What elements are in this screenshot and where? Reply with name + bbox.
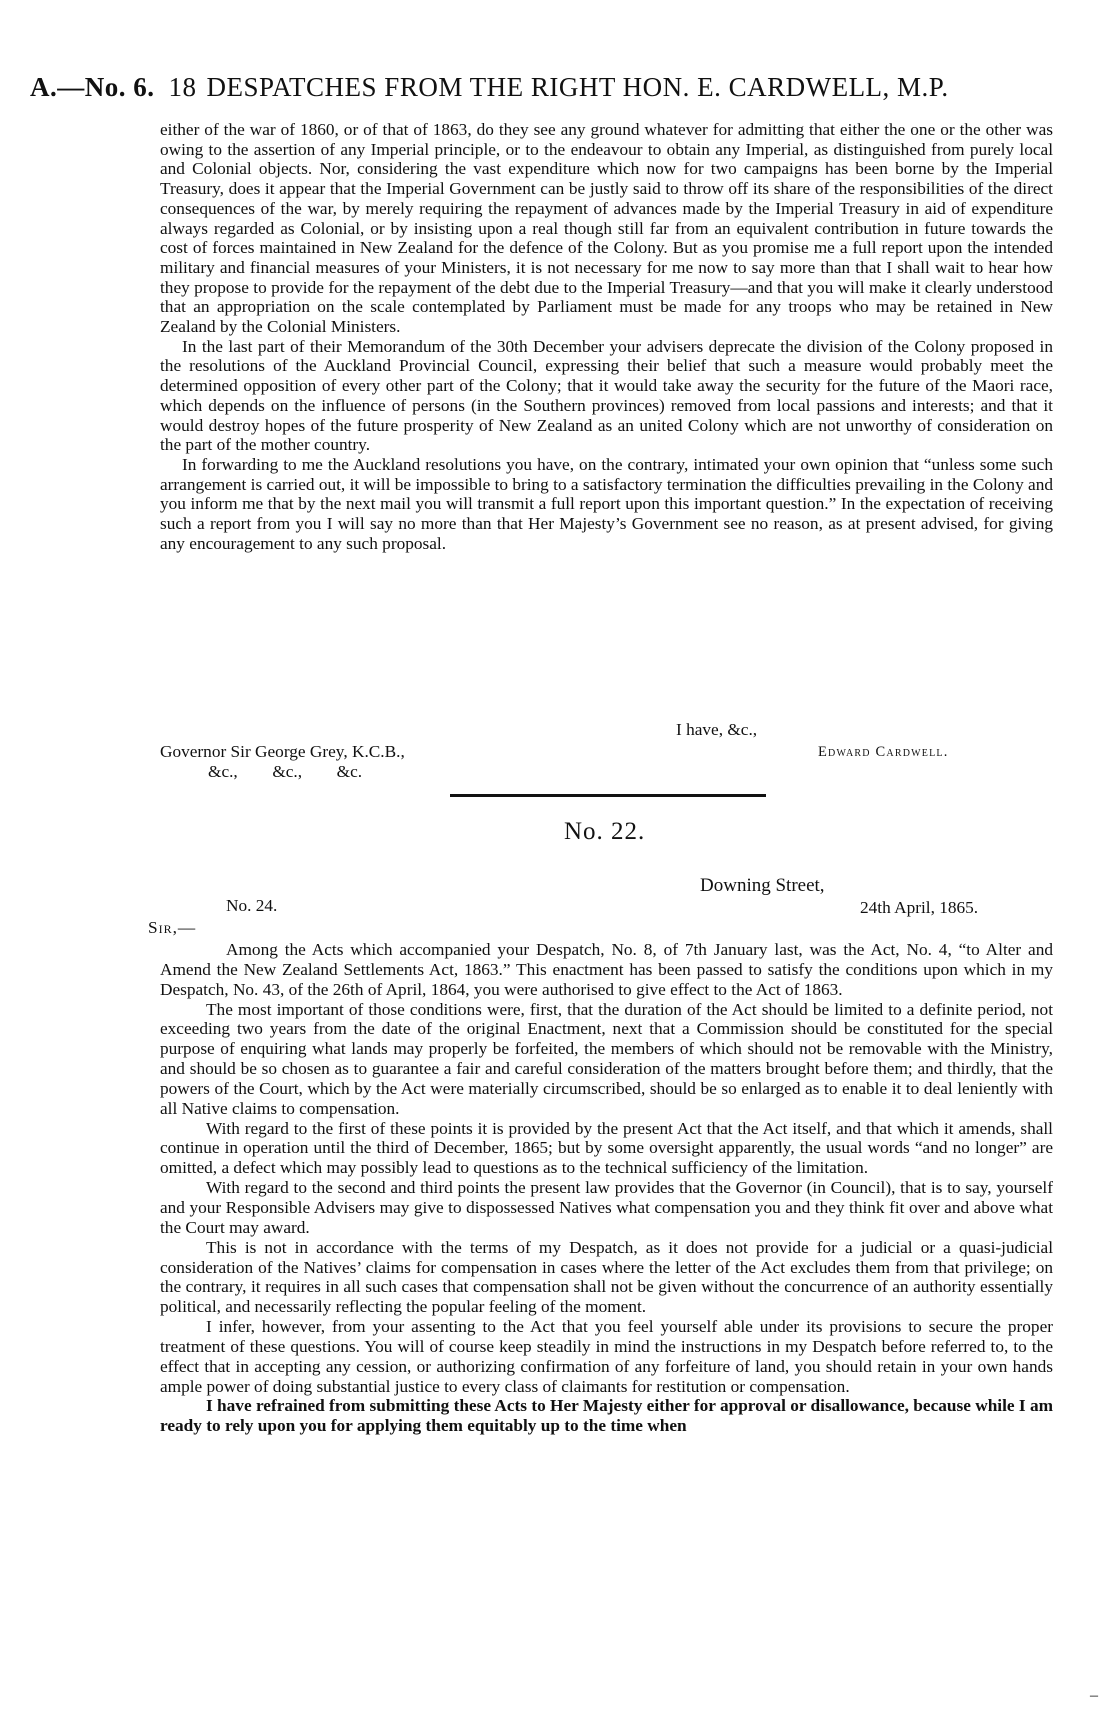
- signature: Edward Cardwell.: [818, 744, 949, 760]
- paragraph: In forwarding to me the Auckland resolutions you have, on the contrary, intimated your own opinion that “unless some such arrangement is carried out, it will be impossible to bring to a satisfactory termination the difficulties prevailing in the Colony and you inform me that by the next mail you will transmit a full report upon this important question.” In the expectation of receiving such a report from you I will say no more than that Her Majesty’s Government see no reason, as at present advised, for giving any encouragement to any such proposal.: [160, 454, 1053, 553]
- addressee-block: [160, 742, 405, 782]
- page-number: 18: [168, 72, 197, 102]
- paragraph: either of the war of 1860, or of that of 1863, do they see any ground whatever for admitting that either the one or the other was owing to the assertion of any Imperial principle, or to the endeavour to obtain any Imperial, as distinguished from purely local and Colonial objects. Nor, considering the vast expenditure which now for two campaigns has been borne by the Imperial Treasury, does it appear that the Imperial Government can be justly said to throw off its share of the responsibilities of the direct consequences of the war, by merely requiring the repayment of advances made by the Imperial Treasury in aid of expenditure always regarded as Colonial, or by insisting upon a real though still far from an equivalent contribution in future towards the cost of forces maintained in New Zealand for the defence of the Colony. But as you promise me a full report upon the intended military and financial measures of your Ministers, it is not necessary for me now to say more than that I shall wait to hear how they propose to provide for the repayment of the debt due to the Imperial Treasury—and that you will make it clearly understood that an appropriation on the scale contemplated by Parliament must be made for any troops who may be retained in New Zealand by the Colonial Ministers.: [160, 120, 1053, 337]
- salutation: Sir,—: [148, 918, 197, 937]
- despatch-21-body: [160, 120, 1053, 553]
- header-title: DESPATCHES FROM THE RIGHT HON. E. CARDWELL, M.P.: [206, 72, 949, 102]
- margin-mark: –: [1090, 1687, 1098, 1704]
- paragraph: This is not in accordance with the terms of my Despatch, as it does not provide for a judicial or a quasi-judicial consideration of the Natives’ claims for compensation in cases where the letter of the Act excludes them from that privilege; on the contrary, it requires in all such cases that compensation shall not be given without the concurrence of an authority essentially political, and necessarily reflecting the popular feeling of the moment.: [160, 1237, 1053, 1317]
- closing-phrase: I have, &c.,: [676, 720, 758, 739]
- paragraph: The most important of those conditions were, first, that the duration of the Act should be limited to a definite period, not exceeding two years from the date of the original Enactment, next that a Commission should be constituted for the special purpose of enquiring what lands may properly be forfeited, the members of which should not be removable with the Ministry, and should be so chosen as to guarantee a fair and careful consideration of the matters brought before them; and thirdly, that the powers of the Court, which by the Act were materially circumscribed, should be so enlarged as to enable it to deal leniently with all Native claims to compensation.: [160, 999, 1053, 1118]
- addressee-name: Governor Sir George Grey, K.C.B.,: [160, 742, 405, 761]
- paragraph: In the last part of their Memorandum of the 30th December your advisers deprecate the division of the Colony proposed in the resolutions of the Auckland Provincial Council, expressing their belief that such a measure would probably meet the determined opposition of every other part of the Colony; that it would take away the security for the future of the Maori race, which depends on the influence of persons (in the Southern provinces) removed from local passions and interests; and that it would destroy hopes of the future prosperity of New Zealand as an united Colony which are not unworthy of consideration on the part of the mother country.: [160, 336, 1053, 455]
- paragraph: With regard to the second and third points the present law provides that the Governor (in Council), that is to say, yourself and your Responsible Advisers may give to dispossessed Natives what compensation you and they think fit over and above what the Court may award.: [160, 1178, 1053, 1237]
- despatch-place: Downing Street,: [700, 875, 825, 896]
- addressee-etc: &c., &c., &c.: [208, 762, 363, 781]
- despatch-date: 24th April, 1865.: [860, 898, 979, 917]
- despatch-number-heading: No. 22.: [564, 818, 646, 845]
- paragraph: With regard to the first of these points it is provided by the present Act that the Act itself, and that which it amends, shall continue in operation until the third of December, 1865; but by some oversight apparently, the usual words “and no longer” are omitted, a defect which may possibly lead to questions as to the technical sufficiency of the limitation.: [160, 1118, 1053, 1178]
- despatch-serial-number: No. 24.: [226, 896, 278, 915]
- paragraph: I have refrained from submitting these Acts to Her Majesty either for approval or disallowance, because while I am ready to rely upon you for applying them equitably up to the time when: [160, 1396, 1053, 1436]
- paragraph: Among the Acts which accompanied your Despatch, No. 8, of 7th January last, was the Act, No. 4, “to Alter and Amend the New Zealand Settlements Act, 1863.” This enactment has been passed to satisfy the conditions upon which in my Despatch, No. 43, of the 26th of April, 1864, you were authorised to give effect to the Act of 1863.: [160, 940, 1053, 999]
- running-header: [30, 72, 1070, 103]
- paragraph: I infer, however, from your assenting to the Act that you feel yourself able under its provisions to secure the proper treatment of these questions. You will of course keep steadily in mind the instructions in my Despatch before referred to, to the effect that in accepting any cession, or authorizing confirmation of any forfeiture of land, you should retain in your own hands ample power of doing substantial justice to every class of claimants for restitution or compensation.: [160, 1317, 1053, 1396]
- paper-series: A.—No. 6.: [30, 72, 155, 102]
- section-divider: [450, 794, 766, 797]
- despatch-22-body: [160, 940, 1053, 1436]
